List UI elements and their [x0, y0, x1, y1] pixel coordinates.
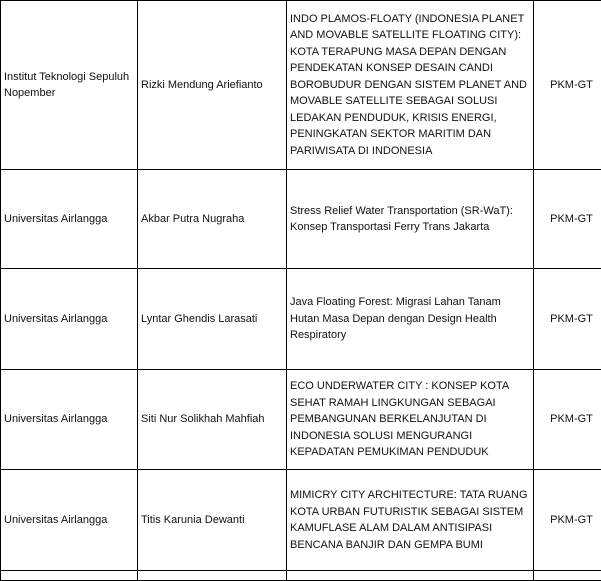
name-cell: Titis Karunia Dewanti — [138, 470, 287, 571]
title-cell: Java Floating Forest: Migrasi Lahan Tanam Hutan Masa Depan dengan Design Health Respiratory — [287, 269, 534, 370]
category-cell: PKM-GT — [534, 370, 601, 470]
university-cell: Institut Teknologi Sepuluh Nopember — [1, 1, 138, 170]
table-row — [1, 1, 601, 170]
university-cell: Universitas Airlangga — [1, 370, 138, 470]
title-cell: MIMICRY CITY ARCHITECTURE: TATA RUANG KOTA URBAN FUTURISTIK SEBAGAI SISTEM KAMUFLASE ALAM DALAM ANTISIPASI BENCANA BANJIR DAN GEMPA BUMI — [287, 470, 534, 571]
name-cell: Rizki Mendung Ariefianto — [138, 1, 287, 170]
university-cell — [1, 571, 138, 581]
university-cell: Universitas Airlangga — [1, 470, 138, 571]
table-row-partial — [1, 571, 601, 581]
name-cell — [138, 571, 287, 581]
name-cell: Akbar Putra Nugraha — [138, 170, 287, 269]
title-cell — [287, 571, 534, 581]
title-cell: ECO UNDERWATER CITY : KONSEP KOTA SEHAT RAMAH LINGKUNGAN SEBAGAI PEMBANGUNAN BERKELANJUTAN DI INDONESIA SOLUSI MENGURANGI KEPADATAN PEMUKIMAN PENDUDUK — [287, 370, 534, 470]
table-row — [1, 370, 601, 470]
category-cell: PKM-GT — [534, 170, 601, 269]
name-cell: Lyntar Ghendis Larasati — [138, 269, 287, 370]
name-cell: Siti Nur Solikhah Mahfiah — [138, 370, 287, 470]
university-cell: Universitas Airlangga — [1, 269, 138, 370]
category-cell: PKM-GT — [534, 470, 601, 571]
university-cell: Universitas Airlangga — [1, 170, 138, 269]
category-cell: PKM-GT — [534, 1, 601, 170]
table-row — [1, 470, 601, 571]
table-row — [1, 269, 601, 370]
category-cell — [534, 571, 601, 581]
category-cell: PKM-GT — [534, 269, 601, 370]
title-cell: Stress Relief Water Transportation (SR-WaT): Konsep Transportasi Ferry Trans Jakarta — [287, 170, 534, 269]
table-row — [1, 170, 601, 269]
title-cell: INDO PLAMOS-FLOATY (INDONESIA PLANET AND MOVABLE SATELLITE FLOATING CITY): KOTA TERAPUNG MASA DEPAN DENGAN PENDEKATAN KONSEP DESAIN CANDI BOROBUDUR DENGAN SISTEM PLANET AND MOVABLE SATELLITE SEBAGAI SOLUSI LEDAKAN PENDUDUK, KRISIS ENERGI, PENINGKATAN SEKTOR MARITIM DAN PARIWISATA DI INDONESIA — [287, 1, 534, 170]
